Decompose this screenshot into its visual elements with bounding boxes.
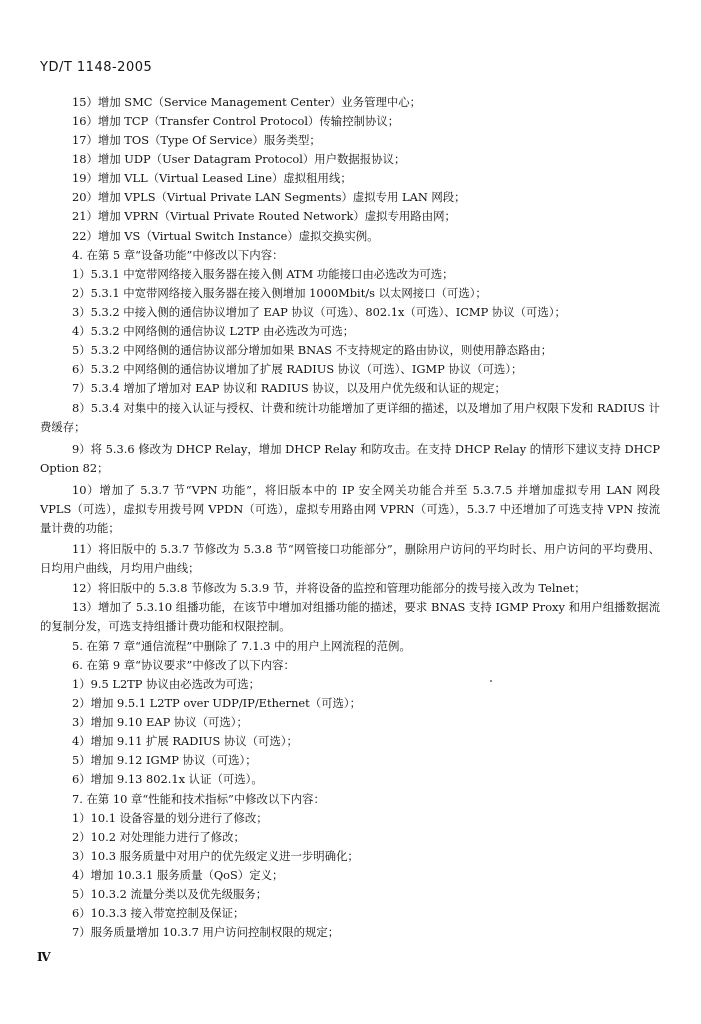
list-item: 5）10.3.2 流量分类以及优先级服务；: [72, 887, 268, 901]
list-item: 6）5.3.2 中网络侧的通信协议增加了扩展 RADIUS 协议（可选）、IGMP 协议（可选）；: [72, 362, 523, 376]
list-item: 7）5.3.4 增加了增加对 EAP 协议和 RADIUS 协议，以及用户优先级和认证的规定；: [72, 381, 506, 395]
list-item: 4）5.3.2 中网络侧的通信协议 L2TP 由必选改为可选；: [72, 324, 355, 338]
scan-speck: [490, 680, 492, 682]
list-item: 11）将旧版中的 5.3.7 节修改为 5.3.8 节“网管接口功能部分”，删除用户访问的平均时长、用户访问的平均费用、日均用户曲线，月均用户曲线；: [40, 542, 660, 575]
list-item: 3）增加 9.10 EAP 协议（可选）；: [72, 715, 248, 729]
list-item: 5）增加 9.12 IGMP 协议（可选）；: [72, 753, 257, 767]
list-item: 3）5.3.2 中接入侧的通信协议增加了 EAP 协议（可选）、802.1x（可选）、ICMP 协议（可选）；: [72, 305, 566, 319]
list-item: 10）增加了 5.3.7 节“VPN 功能”，将旧版本中的 IP 安全网关功能合并至 5.3.7.5 并增加虚拟专用 LAN 网段 VPLS（可选），虚拟专用拨号网 VPDN（可选），虚拟专用路由网 VPRN（可选），5.3.7 中还增加了可选支持 VPN 按流量计费的功能；: [40, 483, 660, 535]
list-item: 4）增加 10.3.1 服务质量（QoS）定义；: [72, 868, 284, 882]
section-heading: 5. 在第 7 章“通信流程”中删除了 7.1.3 中的用户上网流程的范例。: [72, 639, 411, 653]
list-item: 9）将 5.3.6 修改为 DHCP Relay，增加 DHCP Relay 和防攻击。在支持 DHCP Relay 的情形下建议支持 DHCP Option 82；: [40, 442, 660, 475]
list-item: 8）5.3.4 对集中的接入认证与授权、计费和统计功能增加了更详细的描述，以及增加了用户权限下发和 RADIUS 计费缓存；: [40, 401, 660, 434]
page-number: Ⅳ: [37, 950, 51, 964]
list-item: 17）增加 TOS（Type Of Service）服务类型；: [72, 133, 321, 147]
list-item: 6）增加 9.13 802.1x 认证（可选）。: [72, 772, 263, 786]
document-code-header: YD/T 1148-2005: [40, 60, 153, 75]
list-item: 22）增加 VS（Virtual Switch Instance）虚拟交换实例。: [72, 229, 379, 243]
list-item: 3）10.3 服务质量中对用户的优先级定义进一步明确化；: [72, 849, 359, 863]
list-item: 1）9.5 L2TP 协议由必选改为可选；: [72, 677, 260, 691]
list-item: 2）10.2 对处理能力进行了修改；: [72, 830, 245, 844]
list-item: 21）增加 VPRN（Virtual Private Routed Network）虚拟专用路由网；: [72, 209, 456, 223]
list-item: 18）增加 UDP（User Datagram Protocol）用户数据报协议；: [72, 152, 406, 166]
section-heading: 4. 在第 5 章“设备功能”中修改以下内容：: [72, 248, 284, 262]
list-item: 6）10.3.3 接入带宽控制及保证；: [72, 906, 245, 920]
list-item: 15）增加 SMC（Service Management Center）业务管理中心；: [72, 95, 422, 109]
list-item: 13）增加了 5.3.10 组播功能，在该节中增加对组播功能的描述，要求 BNAS 支持 IGMP Proxy 和用户组播数据流的复制分发，可选支持组播计费功能和权限控制。: [40, 600, 660, 633]
list-item: 7）服务质量增加 10.3.7 用户访问控制权限的规定；: [72, 925, 340, 939]
list-item: 2）5.3.1 中宽带网络接入服务器在接入侧增加 1000Mbit/s 以太网接口（可选）；: [72, 286, 487, 300]
list-item: 20）增加 VPLS（Virtual Private LAN Segments）虚拟专用 LAN 网段；: [72, 190, 466, 204]
list-item: 1）5.3.1 中宽带网络接入服务器在接入侧 ATM 功能接口由必选改为可选；: [72, 267, 454, 281]
section-heading: 6. 在第 9 章“协议要求”中修改了以下内容：: [72, 658, 295, 672]
list-item: 16）增加 TCP（Transfer Control Protocol）传输控制协议；: [72, 114, 400, 128]
section-heading: 7. 在第 10 章“性能和技术指标”中修改以下内容：: [72, 792, 325, 806]
list-item: 2）增加 9.5.1 L2TP over UDP/IP/Ethernet（可选）；: [72, 696, 361, 710]
list-item: 5）5.3.2 中网络侧的通信协议部分增加如果 BNAS 不支持规定的路由协议，则使用静态路由；: [72, 343, 553, 357]
list-item: 1）10.1 设备容量的划分进行了修改；: [72, 811, 268, 825]
list-item: 19）增加 VLL（Virtual Leased Line）虚拟租用线；: [72, 171, 352, 185]
list-item: 12）将旧版中的 5.3.8 节修改为 5.3.9 节，并将设备的监控和管理功能部分的拨号接入改为 Telnet；: [72, 581, 586, 595]
list-item: 4）增加 9.11 扩展 RADIUS 协议（可选）；: [72, 734, 298, 748]
